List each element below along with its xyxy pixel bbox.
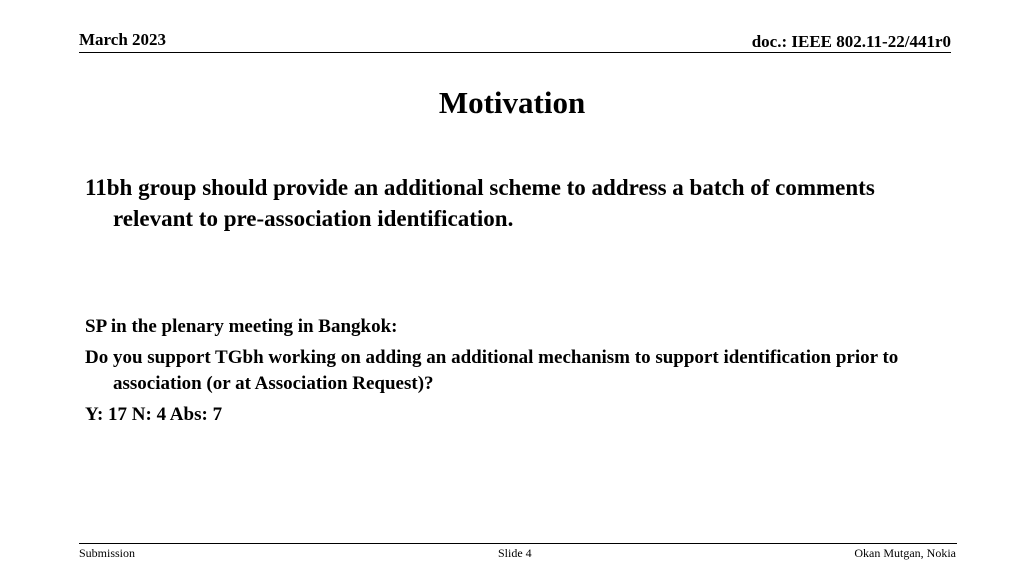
straw-poll-result: Y: 17 N: 4 Abs: 7 — [85, 404, 223, 425]
slide-title: Motivation — [438, 85, 586, 120]
footer-submission: Submission — [79, 546, 136, 560]
header-date: March 2023 — [79, 30, 167, 49]
body-paragraph: 11bh group should provide an additional scheme to address a batch of comments relevant to pre-association identification. — [85, 175, 875, 231]
header-divider — [79, 52, 951, 53]
straw-poll-heading: SP in the plenary meeting in Bangkok: — [85, 316, 398, 337]
straw-poll-question: Do you support TGbh working on adding an additional mechanism to support identification prior to association (or at Association Request)? — [85, 347, 899, 394]
footer-author: Okan Mutgan, Nokia — [854, 546, 956, 560]
footer-divider — [79, 543, 957, 544]
header-doc-id: doc.: IEEE 802.11-22/441r0 — [751, 32, 951, 51]
straw-poll-block — [85, 314, 965, 433]
footer-slide-number: Slide 4 — [498, 546, 532, 560]
